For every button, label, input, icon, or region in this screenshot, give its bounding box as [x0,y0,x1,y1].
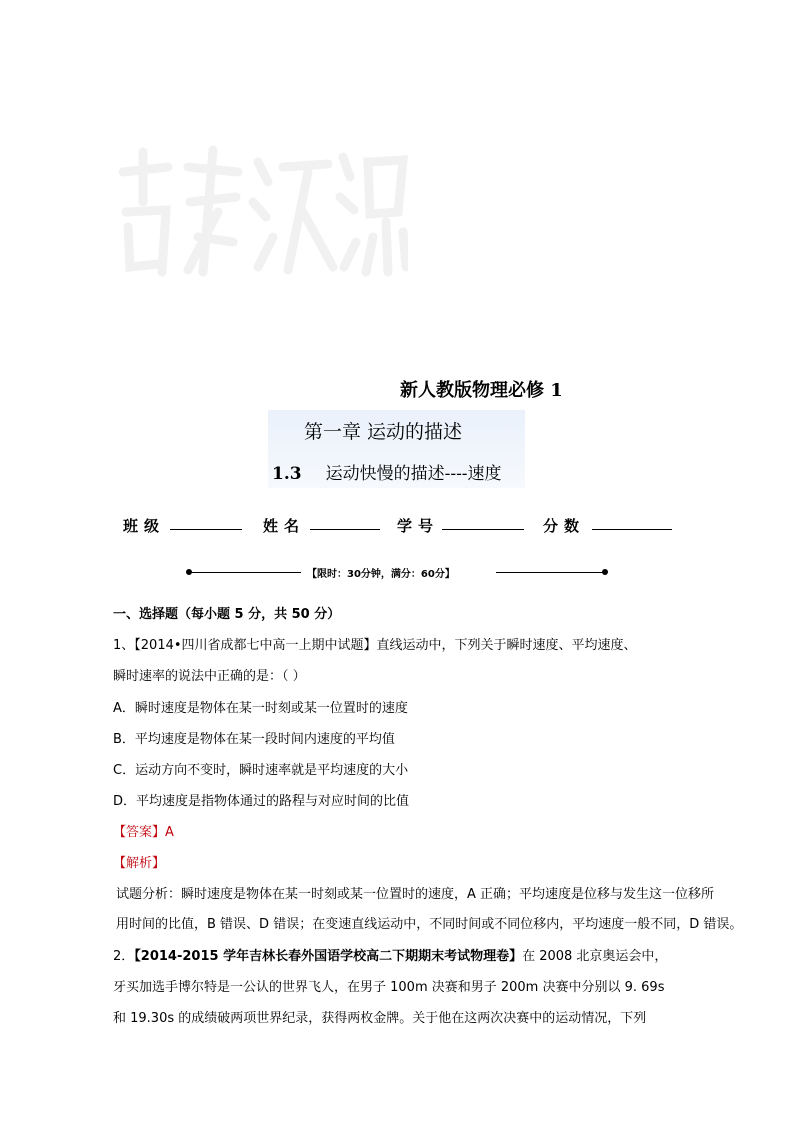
q2-stem-line1 [113,945,667,964]
name-field[interactable] [310,529,380,530]
right-divider [496,572,605,573]
answer-value: A [165,825,174,840]
section-number: 1.3 [272,464,302,484]
q2-stem-line3: 和 19.30s 的成绩破两项世界纪录，获得两枚金牌。关于他在这两次决赛中的运动情况，下列 [113,1011,647,1026]
part-heading: 一、选择题（每小题 5 分，共 50 分） [113,607,341,622]
student-id-field[interactable] [442,529,524,530]
class-label: 班级 [123,517,166,535]
q1-option-a: A．瞬时速度是物体在某一时刻或某一位置时的速度 [113,701,408,716]
section-title: 运动快慢的描述----速度 [325,464,502,484]
score-field[interactable] [592,529,672,530]
q1-answer [113,821,174,840]
book-title: 新人教版物理必修 1 [400,380,563,401]
chapter-title: 第一章 运动的描述 [304,421,463,443]
q2-source: 【2014-2015 学年吉林长春外国语学校高二下期期末考试物理卷】 [134,949,523,964]
q1-option-c: C．运动方向不变时，瞬时速率就是平均速度的大小 [113,763,409,778]
left-divider [189,572,301,573]
student-id-label: 学号 [397,517,440,535]
q2-number: 2． [113,949,135,964]
right-line-dot [602,569,608,575]
watermark-logo [118,142,408,282]
time-limit: 【限时：30分钟，满分：60分】 [307,569,455,580]
name-label: 姓名 [263,517,306,535]
q1-stem-line2: 瞬时速率的说法中正确的是：（ ） [113,669,306,684]
q1-option-b: B．平均速度是物体在某一段时间内速度的平均值 [113,732,395,747]
section-heading [272,459,502,484]
q1-analysis-label: 【解析】 [113,856,166,871]
q1-stem-line1: 1、【2014•四川省成都七中高一上期中试题】直线运动中，下列关于瞬时速度、平均速度、 [113,638,637,653]
q1-analysis-line1: 试题分析：瞬时速度是物体在某一时刻或某一位置时的速度，A 正确；平均速度是位移与发生这一位移所 [116,887,715,902]
q1-analysis-line2: 用时间的比值，B 错误、D 错误；在变速直线运动中，不同时间或不同位移内，平均速度一般不同，D 错误。 [116,917,743,932]
q2-line1-rest: 在 2008 北京奥运会中， [522,949,668,964]
score-label: 分数 [543,517,586,535]
answer-label: 【答案】 [113,825,166,840]
q2-stem-line2: 牙买加选手博尔特是一公认的世界飞人，在男子 100m 决赛和男子 200m 决赛中分别以 9. 69s [113,980,665,995]
q1-option-d: D．平均速度是指物体通过的路程与对应时间的比值 [113,794,410,809]
class-field[interactable] [170,529,242,530]
